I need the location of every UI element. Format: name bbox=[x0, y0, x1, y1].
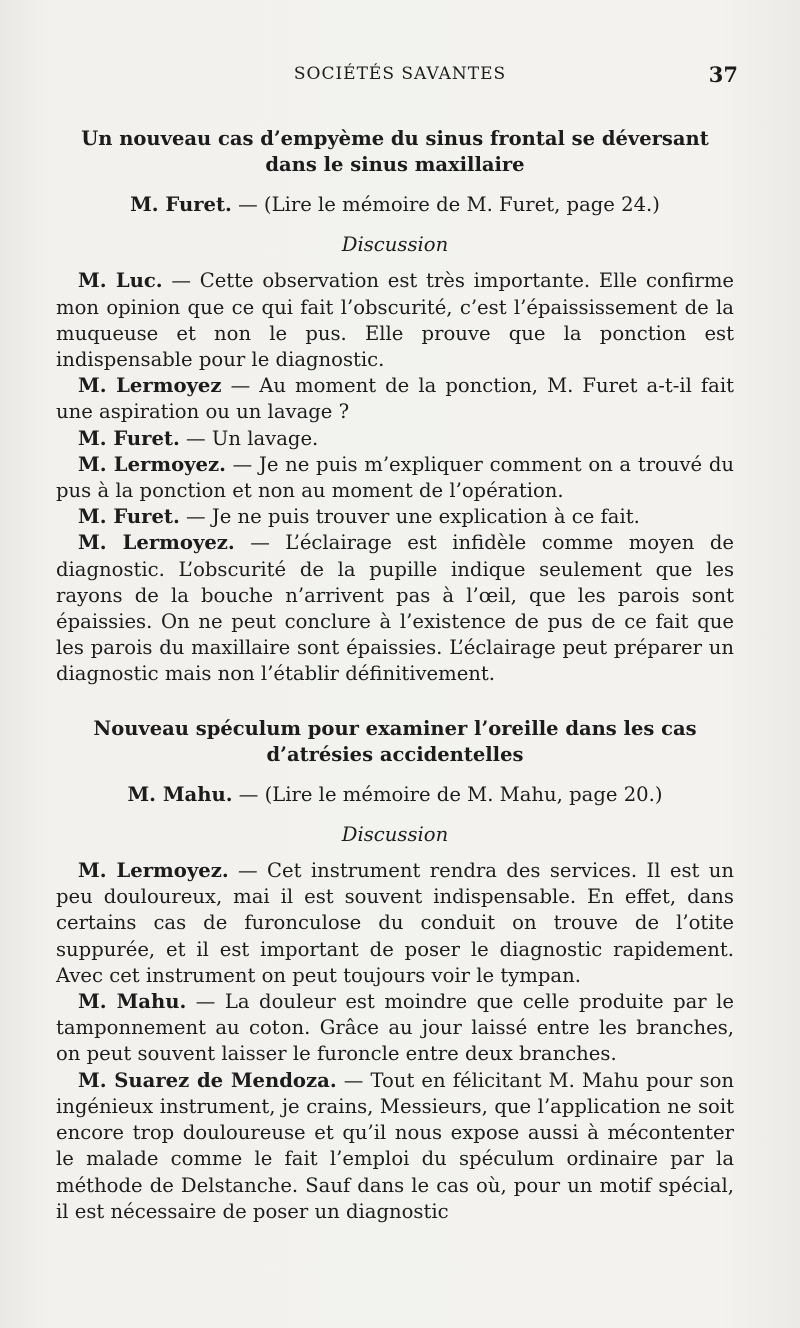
speaker-name: M. Mahu. bbox=[78, 990, 187, 1014]
discussion-paragraph bbox=[56, 504, 734, 530]
section-title-empyeme bbox=[56, 126, 734, 178]
speaker-name: M. Luc. bbox=[78, 269, 163, 293]
discussion-paragraph bbox=[56, 452, 734, 504]
paragraph-text: — La douleur est moindre que celle produite par le tamponnement au coton. Grâce au jour laissé entre les branches, on peut souvent laisser le furoncle entre deux branches. bbox=[56, 990, 735, 1066]
discussion-paragraph bbox=[56, 858, 734, 989]
discussion-paragraph bbox=[56, 1068, 734, 1225]
memoir-text: — (Lire le mémoire de M. Mahu, page 20.) bbox=[232, 782, 663, 806]
section-spacer bbox=[56, 688, 734, 716]
discussion-paragraph bbox=[56, 426, 734, 452]
discussion-paragraph bbox=[56, 530, 734, 687]
page-content bbox=[56, 126, 734, 1225]
section-title-line: d’atrésies accidentelles bbox=[266, 742, 524, 766]
discussion-paragraph bbox=[56, 373, 734, 425]
paragraph-text: — Cette observation est très importante. Elle confirme mon opinion que ce qui fait l’obscurité, c’est l’épaississement de la muqueuse et non le pus. Elle prouve que la ponction est indispensable pour le diagnostic. bbox=[56, 269, 734, 372]
speaker-name: M. Furet. bbox=[78, 426, 180, 450]
speaker-name: M. Lermoyez. bbox=[78, 531, 235, 555]
paragraph-text: — Au moment de la ponction, M. Furet a-t-il fait une aspiration ou un lavage ? bbox=[56, 374, 734, 424]
memoir-reference bbox=[56, 782, 734, 808]
discussion-heading: Discussion bbox=[341, 233, 449, 257]
speaker-name: M. Furet. bbox=[78, 505, 180, 529]
paragraph-text: — Je ne puis m’expliquer comment on a trouvé du pus à la ponction et non au moment de l’opération. bbox=[56, 452, 735, 503]
section-title-line: Nouveau spéculum pour examiner l’oreille dans les cas bbox=[93, 716, 697, 740]
speaker-name: M. Lermoyez. bbox=[78, 859, 229, 883]
paragraph-text: — Je ne puis trouver une explication à ce fait. bbox=[179, 505, 640, 529]
discussion-heading: Discussion bbox=[341, 822, 449, 846]
speaker-name: M. Lermoyez bbox=[78, 374, 222, 398]
paragraph-text: — Tout en félicitant M. Mahu pour son ingénieux instrument, je crains, Messieurs, que l’application ne soit encore trop douloureuse et qu’il nous expose aussi à mécontenter le malade comme le fait l’emploi du spéculum ordinaire par la méthode de Delstanche. Sauf dans le cas où, pour un motif spécial, il est nécessaire de poser un diagnostic bbox=[56, 1068, 734, 1223]
section-title-speculum bbox=[56, 716, 734, 768]
memoir-text: — (Lire le mémoire de M. Furet, page 24.) bbox=[231, 193, 660, 216]
speaker-name: M. Furet. bbox=[130, 193, 232, 216]
paragraph-text: — L’éclairage est infidèle comme moyen de diagnostic. L’obscurité de la pupille indique seulement que les rayons de la bouche n’arrivent pas à l’œil, que les parois sont épaissies. On ne peut conclure à l’existence de pus de ce fait que les parois du maxillaire sont épaissies. L’éclairage peut préparer un diagnostic mais non l’établir définitivement. bbox=[56, 531, 734, 686]
speaker-name: M. Suarez de Mendoza. bbox=[78, 1068, 337, 1092]
page-number: 37 bbox=[708, 62, 738, 87]
section-title-line: dans le sinus maxillaire bbox=[265, 153, 525, 176]
discussion-paragraph bbox=[56, 989, 734, 1068]
running-title: SOCIÉTÉS SAVANTES bbox=[293, 64, 507, 84]
paragraph-text: — Un lavage. bbox=[179, 426, 319, 450]
running-head bbox=[0, 62, 800, 88]
memoir-reference bbox=[56, 192, 734, 218]
section-title-line: Un nouveau cas d’empyème du sinus frontal se déversant bbox=[81, 127, 709, 150]
discussion-paragraph bbox=[56, 268, 734, 373]
speaker-name: M. Lermoyez. bbox=[78, 452, 226, 476]
paragraph-text: — Cet instrument rendra des services. Il est un peu douloureux, mai il est souvent indispensable. En effet, dans certains cas de furonculose du conduit on trouve de l’otite suppurée, et il est important de poser le diagnostic rapidement. Avec cet instrument on peut toujours voir le tympan. bbox=[56, 859, 735, 987]
speaker-name: M. Mahu. bbox=[127, 782, 233, 806]
